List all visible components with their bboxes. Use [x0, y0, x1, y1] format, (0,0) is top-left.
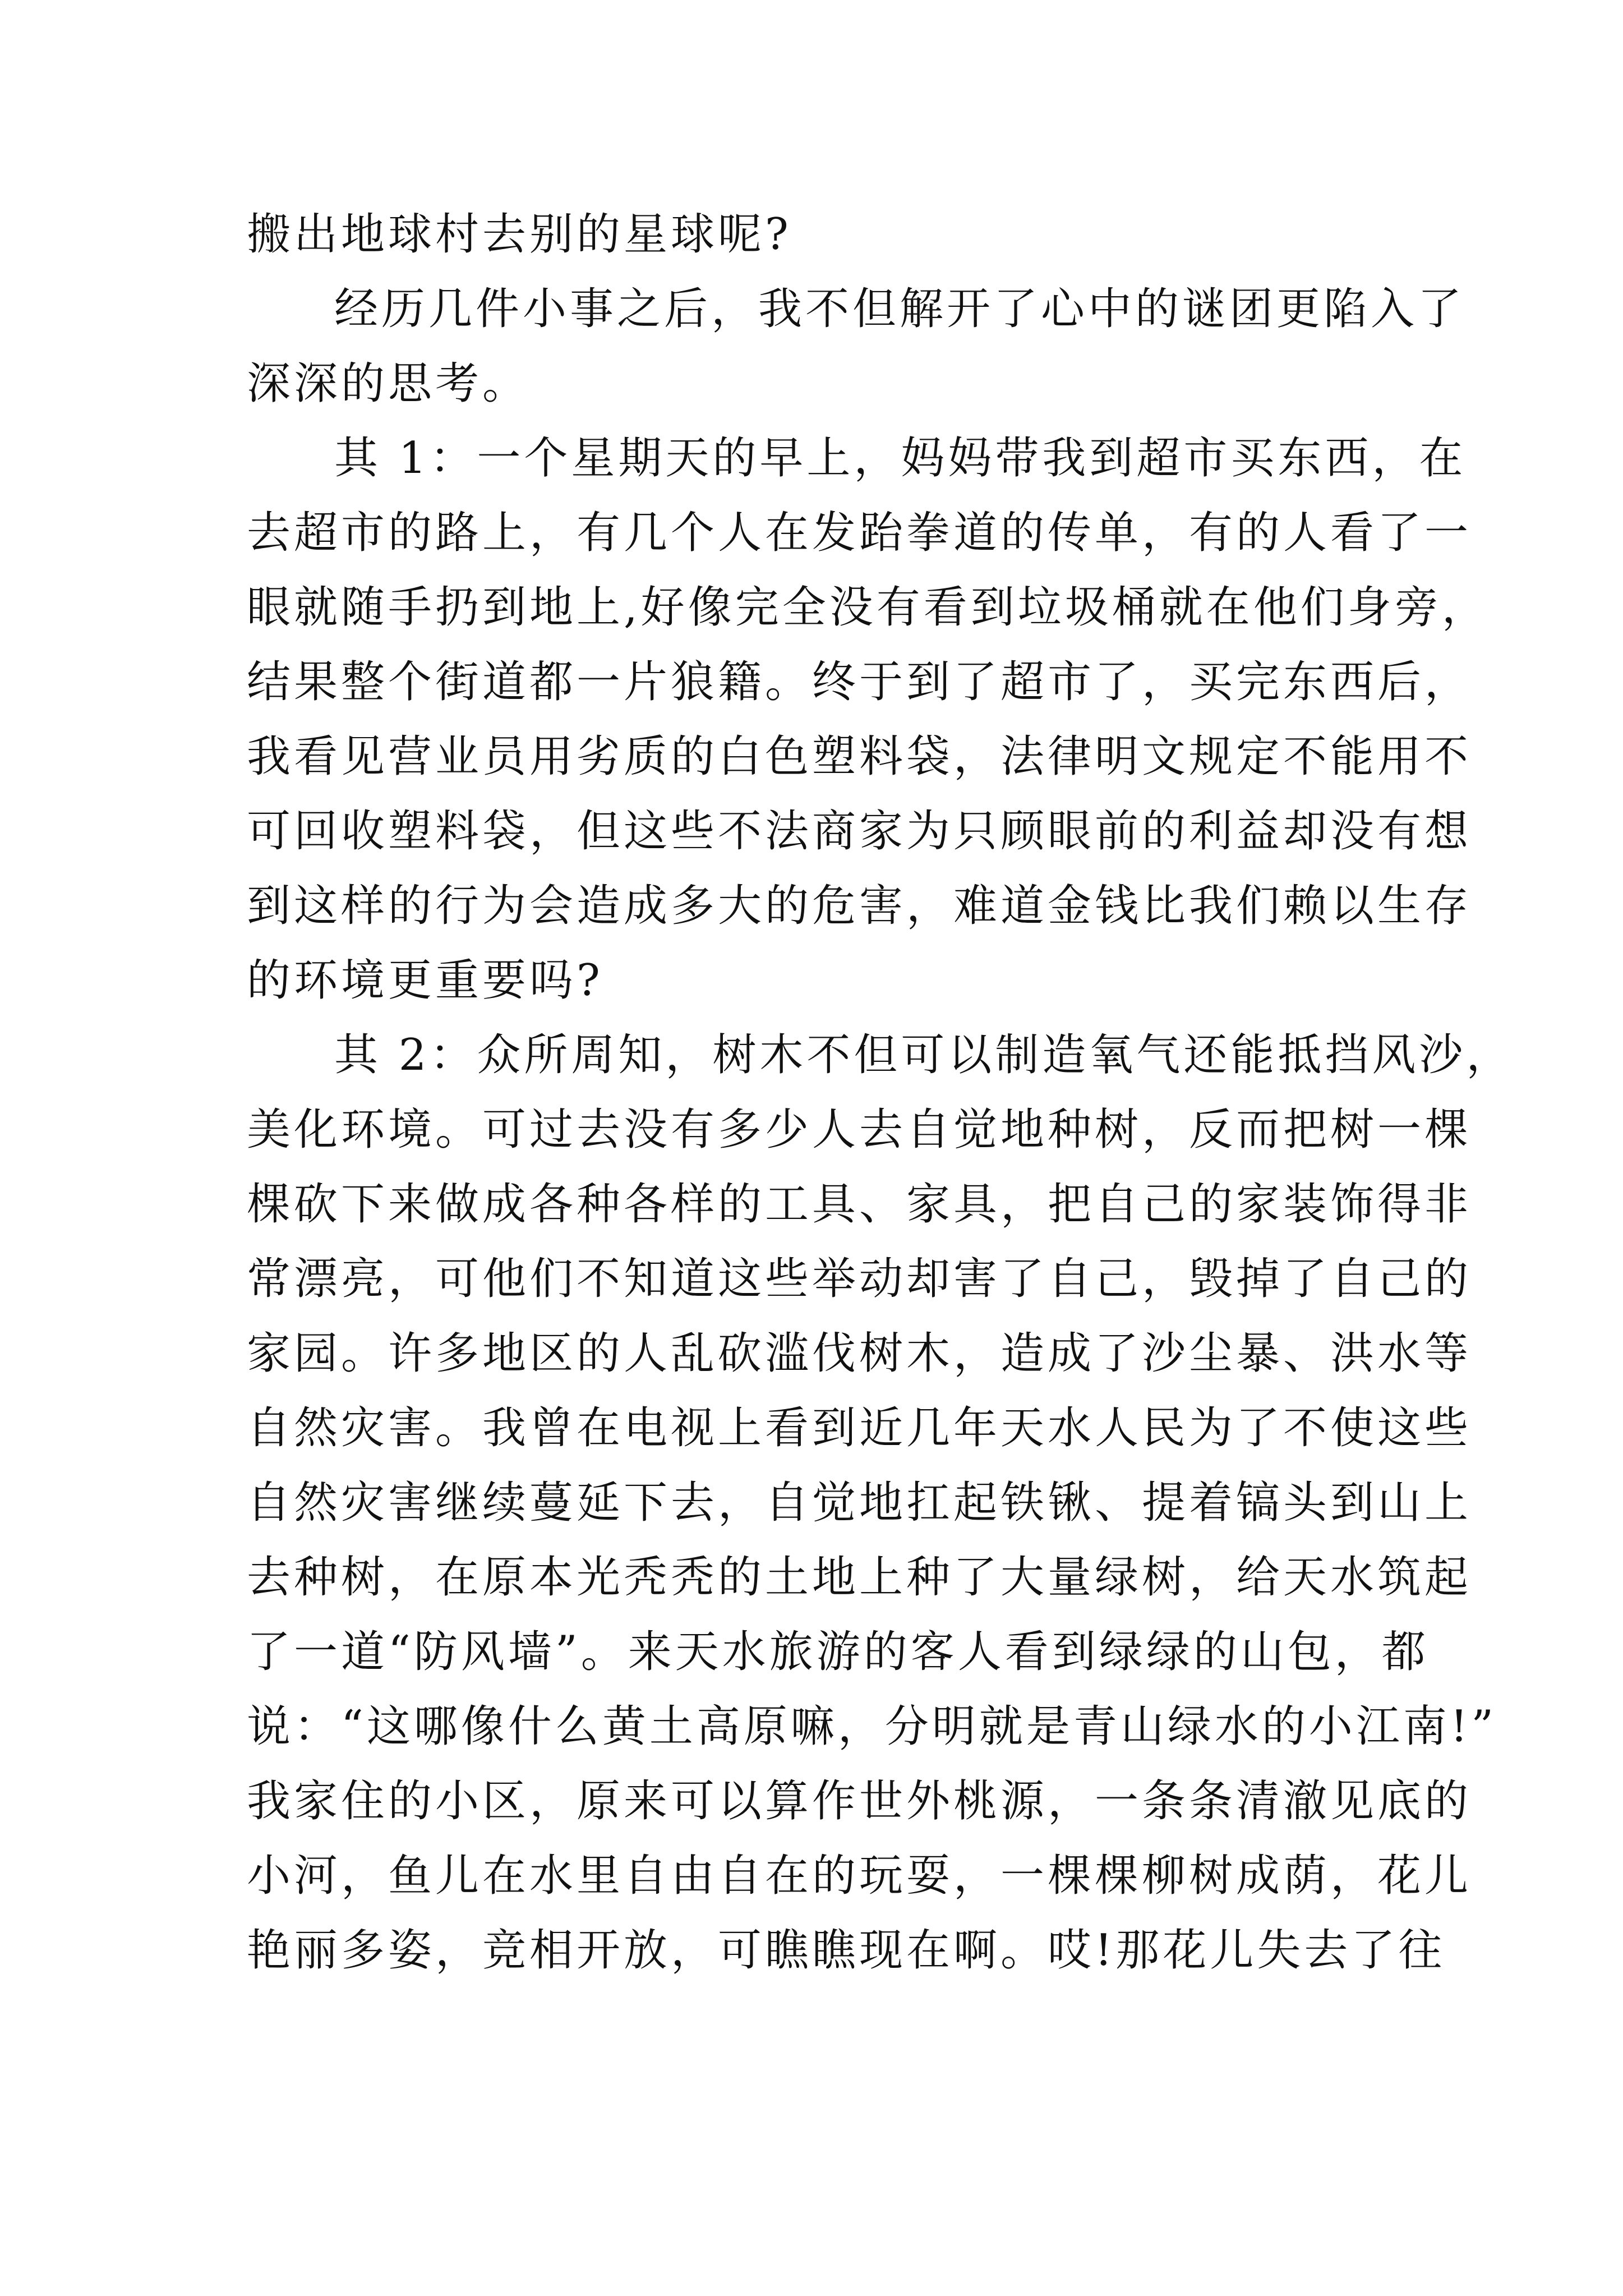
text-line: 去超市的路上，有几个人在发跆拳道的传单，有的人看了一 [247, 508, 1472, 558]
text-line: 自然灾害。我曾在电视上看到近几年天水人民为了不使这些 [247, 1403, 1472, 1453]
text-line: 棵砍下来做成各种各样的工具、家具，把自己的家装饰得非 [247, 1179, 1472, 1230]
text-line: 说：“这哪像什么黄土高原嘛，分明就是青山绿水的小江南!” [247, 1701, 1497, 1752]
text-line: 艳丽多姿，竞相开放，可瞧瞧现在啊。哎!那花儿失去了往 [247, 1925, 1446, 1976]
text-line: 眼就随手扔到地上,好像完全没有看到垃圾桶就在他们身旁， [247, 582, 1489, 633]
text-line: 常漂亮，可他们不知道这些举动却害了自己，毁掉了自己的 [247, 1254, 1472, 1304]
text-line: 可回收塑料袋，但这些不法商家为只顾眼前的利益却没有想 [247, 806, 1472, 857]
document-body [247, 197, 1514, 1988]
text-line: 自然灾害继续蔓延下去，自觉地扛起铁锹、提着镐头到山上 [247, 1478, 1472, 1528]
text-line: 美化环境。可过去没有多少人去自觉地种树，反而把树一棵 [247, 1105, 1472, 1155]
text-line: 结果整个街道都一片狼籍。终于到了超市了，买完东西后， [247, 657, 1472, 707]
text-line: 的环境更重要吗? [247, 955, 603, 1006]
text-line: 我看见营业员用劣质的白色塑料袋，法律明文规定不能用不 [247, 731, 1472, 782]
text-line: 去种树，在原本光秃秃的土地上种了大量绿树，给天水筑起 [247, 1552, 1472, 1603]
text-line: 了一道“防风墙”。来天水旅游的客人看到绿绿的山包，都 [247, 1627, 1429, 1677]
text-line: 搬出地球村去别的星球呢? [247, 209, 792, 260]
text-line: 到这样的行为会造成多大的危害，难道金钱比我们赖以生存 [247, 881, 1472, 931]
text-line: 小河，鱼儿在水里自由自在的玩耍，一棵棵柳树成荫，花儿 [247, 1851, 1472, 1901]
paragraph-first-line: 经历几件小事之后，我不但解开了心中的谜团更陷入了 [334, 284, 1465, 334]
text-line: 深深的思考。 [247, 358, 530, 409]
text-line: 我家住的小区，原来可以算作世外桃源，一条条清澈见底的 [247, 1776, 1472, 1826]
text-line: 家园。许多地区的人乱砍滥伐树木，造成了沙尘暴、洪水等 [247, 1328, 1472, 1379]
paragraph-first-line: 其 2：众所周知，树木不但可以制造氧气还能抵挡风沙， [334, 1030, 1514, 1080]
paragraph-first-line: 其 1：一个星期天的早上，妈妈带我到超市买东西，在 [334, 433, 1467, 484]
